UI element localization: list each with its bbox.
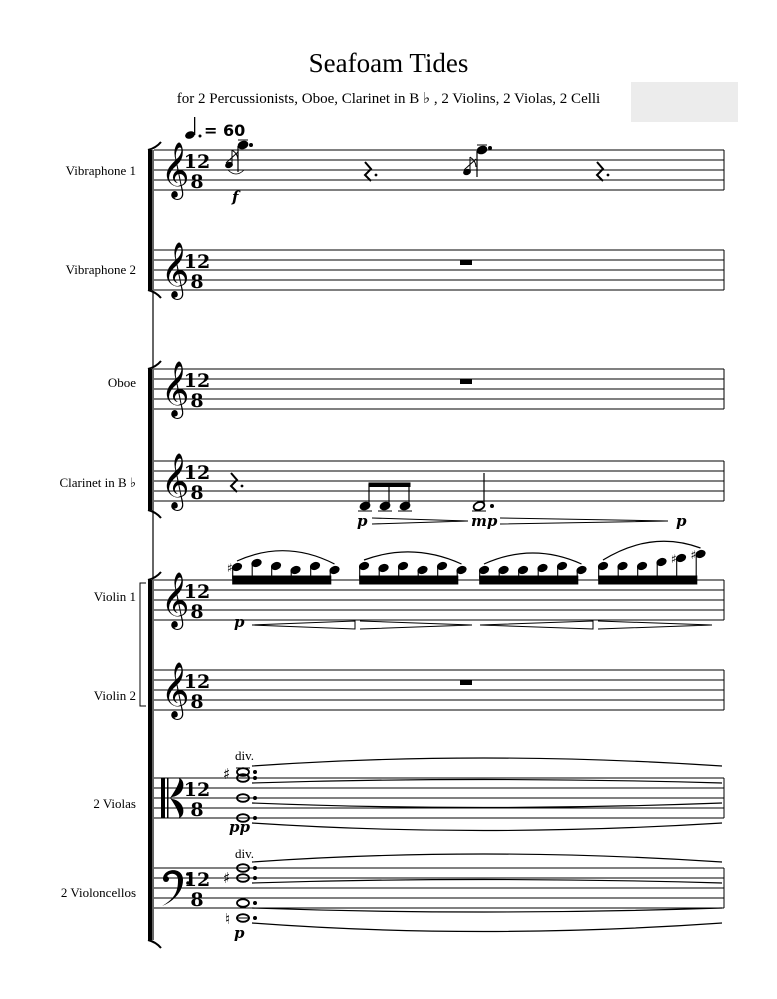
clarinet-notes <box>231 473 494 511</box>
svg-text:8: 8 <box>190 691 204 713</box>
time-signature <box>184 869 210 911</box>
dotted-quarter-rest <box>231 473 243 492</box>
measure-rest <box>460 260 472 265</box>
beam <box>599 576 697 579</box>
measure-rest <box>460 379 472 384</box>
decrescendo-hairpin <box>500 518 668 524</box>
cello-chord <box>223 864 257 928</box>
slur <box>364 552 462 564</box>
treble-clef-icon: 𝄞 <box>161 572 190 628</box>
staff-label-violin-2: Violin 2 <box>93 688 136 703</box>
beam <box>369 483 410 487</box>
svg-text:12: 12 <box>183 462 211 484</box>
sharp-icon: ♯ <box>223 765 231 783</box>
crescendo-hairpin <box>252 621 355 629</box>
beam <box>480 581 578 584</box>
dynamic-cellos: p <box>234 924 245 942</box>
dynamic-violin1: p <box>234 613 245 631</box>
svg-text:12: 12 <box>183 671 211 693</box>
beam <box>360 581 458 584</box>
svg-text:12: 12 <box>183 370 211 392</box>
svg-text:12: 12 <box>183 151 211 173</box>
time-signatures <box>184 151 210 911</box>
sharp-icon: ♯ <box>223 869 231 887</box>
staff-vibraphone-2 <box>154 250 724 290</box>
treble-clef-icon: 𝄞 <box>161 142 190 198</box>
score-subtitle: for 2 Percussionists, Oboe, Clarinet in B ♭ , 2 Violins, 2 Violas, 2 Celli <box>176 91 601 107</box>
staff-label-oboe: Oboe <box>107 375 136 390</box>
natural-icon: ♮ <box>225 910 231 928</box>
slur <box>484 553 582 564</box>
brace-violins <box>140 583 146 706</box>
dynamic-violas: pp <box>229 818 250 836</box>
bracket-percussion <box>148 142 161 298</box>
svg-text:12: 12 <box>183 869 211 891</box>
treble-clef-icon: 𝄞 <box>161 662 190 718</box>
staff-label-cellos: 2 Violoncellos <box>60 885 136 900</box>
bracket-winds <box>148 361 161 518</box>
svg-text:8: 8 <box>190 271 204 293</box>
svg-text:12: 12 <box>183 251 211 273</box>
dotted-quarter-rest <box>597 162 609 181</box>
treble-clef-icon: 𝄞 <box>161 242 190 298</box>
viola-ties <box>252 758 722 831</box>
staff-vibraphone-1 <box>154 150 724 190</box>
dynamic-vib1: f <box>232 188 239 206</box>
beam <box>233 581 331 584</box>
staff-label-clarinet: Clarinet in B ♭ <box>59 475 136 490</box>
dynamic-clarinet-1: p <box>357 512 368 530</box>
staff-label-vibraphone-1: Vibraphone 1 <box>65 163 136 178</box>
staff-violin-2 <box>154 670 724 710</box>
beam <box>480 576 578 579</box>
note <box>476 145 491 177</box>
divisi-violas: div. <box>235 748 255 763</box>
svg-text:8: 8 <box>190 171 204 193</box>
staff-violas <box>154 778 724 818</box>
note <box>237 140 252 172</box>
violin1-notes <box>227 541 706 584</box>
svg-text:12: 12 <box>183 779 211 801</box>
dynamic-clarinet-3: p <box>676 512 687 530</box>
sharp-icon: ♯ <box>690 548 697 562</box>
cello-ties <box>252 854 722 932</box>
treble-clef-icon: 𝄞 <box>161 453 190 509</box>
staff-label-violin-1: Violin 1 <box>93 589 136 604</box>
crescendo-hairpin <box>480 621 593 629</box>
bracket-strings <box>148 572 161 948</box>
grace-slur <box>228 170 244 174</box>
grace-note <box>225 150 238 169</box>
divisi-cellos: div. <box>235 846 255 861</box>
decrescendo-hairpin <box>360 621 472 629</box>
tempo-note-icon <box>184 117 201 140</box>
svg-text:12: 12 <box>183 581 211 603</box>
score-title: Seafoam Tides <box>308 48 469 78</box>
violin1-hairpins <box>252 621 712 629</box>
dotted-quarter-rest <box>365 162 377 181</box>
clarinet-hairpins <box>372 518 668 524</box>
sharp-icon: ♯ <box>671 552 677 566</box>
staff-oboe <box>154 369 724 409</box>
sharp-icon: ♯ <box>227 561 233 575</box>
note <box>237 899 249 907</box>
crescendo-hairpin <box>372 518 468 524</box>
beam <box>360 576 458 579</box>
tempo-marking: = 60 <box>204 121 246 140</box>
clefs <box>161 142 189 720</box>
decrescendo-hairpin <box>598 621 712 629</box>
beam <box>599 581 697 584</box>
slur <box>237 551 335 564</box>
viola-chord <box>223 765 257 822</box>
staff-clarinet <box>154 461 724 501</box>
treble-clef-icon: 𝄞 <box>161 361 190 417</box>
svg-text:8: 8 <box>190 889 204 911</box>
time-signature <box>184 779 210 821</box>
svg-text:8: 8 <box>190 482 204 504</box>
svg-text:8: 8 <box>190 799 204 821</box>
staff-label-vibraphone-2: Vibraphone 2 <box>65 262 136 277</box>
staff-label-violas: 2 Violas <box>93 796 136 811</box>
measure-rest <box>460 680 472 685</box>
beam <box>233 576 331 579</box>
svg-text:8: 8 <box>190 390 204 412</box>
dynamic-clarinet-2: mp <box>471 512 498 530</box>
svg-text:8: 8 <box>190 601 204 623</box>
